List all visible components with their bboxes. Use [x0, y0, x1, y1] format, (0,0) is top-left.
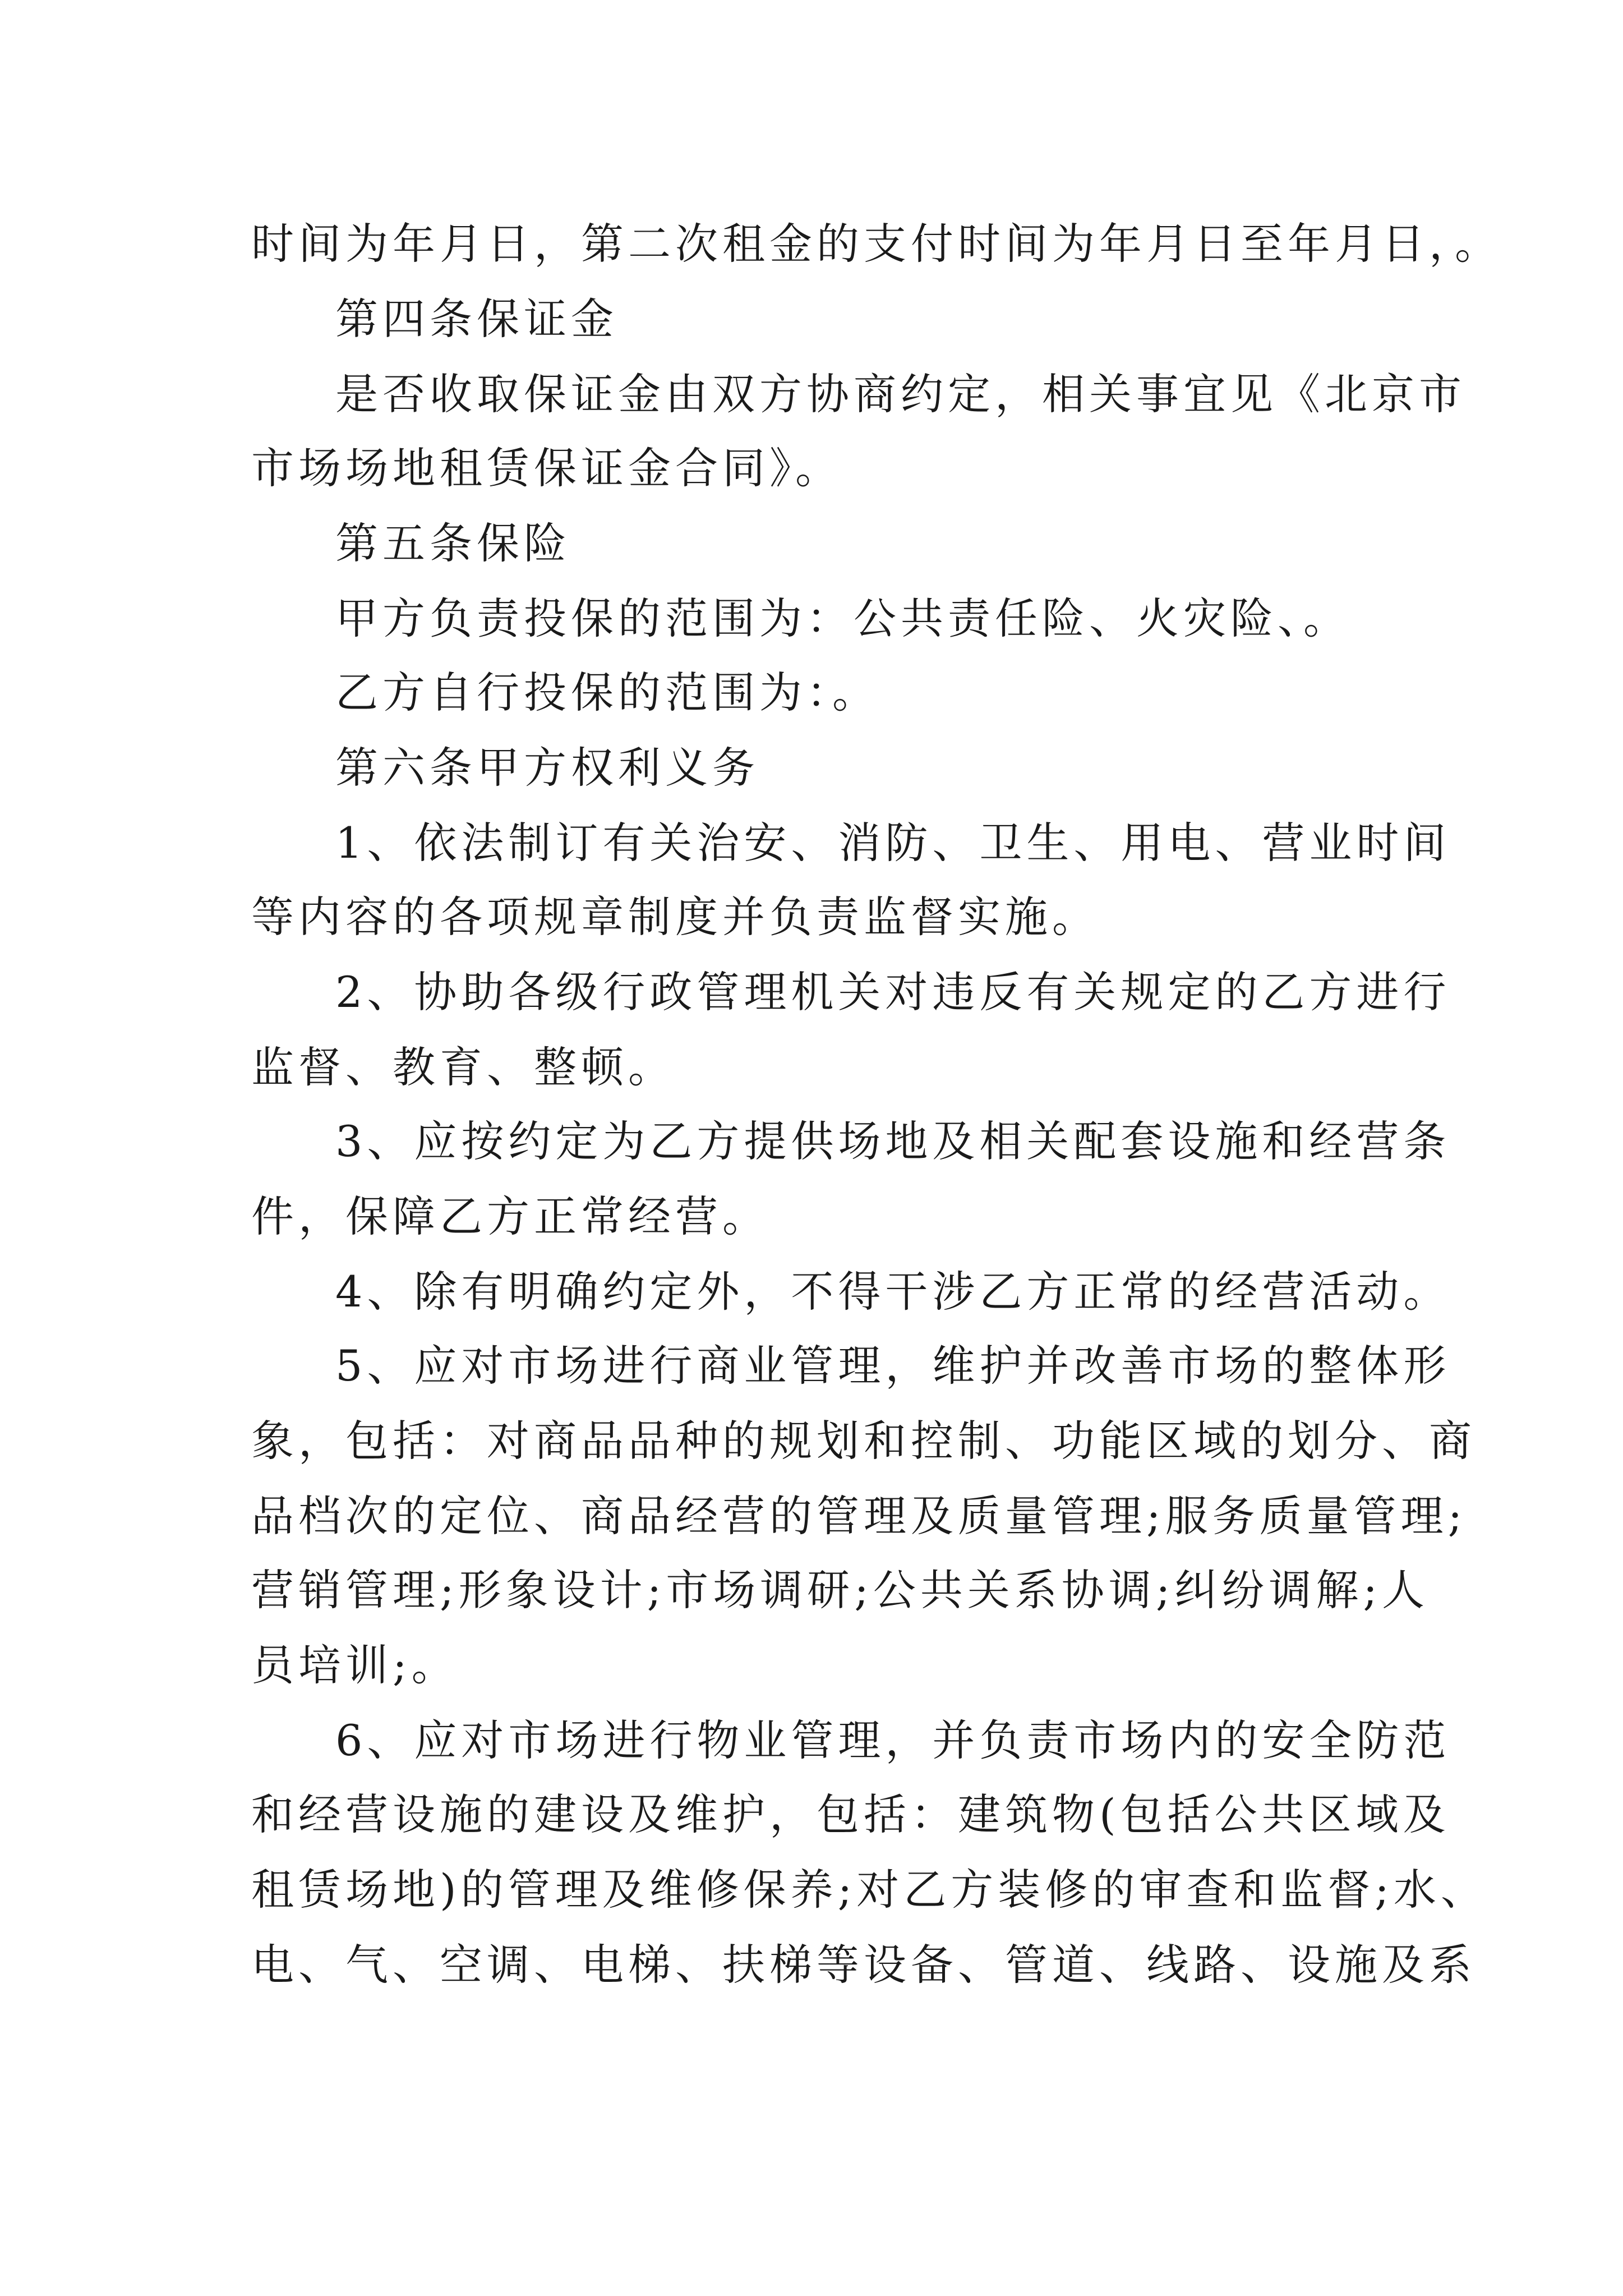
- text-line: 市场场地租赁保证金合同》。: [251, 443, 842, 493]
- text-line: 员培训;。: [251, 1640, 459, 1690]
- text-line: 6、应对市场进行物业管理，并负责市场内的安全防范: [335, 1715, 1451, 1765]
- text-line: 象，包括：对商品品种的规划和控制、功能区域的划分、商: [251, 1416, 1476, 1466]
- text-line: 等内容的各项规章制度并负责监督实施。: [251, 892, 1099, 942]
- text-line: 时间为年月日，第二次租金的支付时间为年月日至年月日，。: [251, 219, 1502, 269]
- text-line: 监督、教育、整顿。: [251, 1042, 675, 1092]
- section-heading: 第六条甲方权利义务: [335, 743, 759, 793]
- text-line: 是否收取保证金由双方协商约定，相关事宜见《北京市: [335, 369, 1466, 419]
- text-line: 品档次的定位、商品经营的管理及质量管理;服务质量管理;: [251, 1491, 1467, 1541]
- text-line: 营销管理;形象设计;市场调研;公共关系协调;纠纷调解;人: [251, 1565, 1430, 1615]
- section-heading: 第五条保险: [335, 518, 571, 568]
- text-line: 1、依法制订有关治安、消防、卫生、用电、营业时间: [335, 818, 1451, 868]
- text-line: 和经营设施的建设及维护，包括：建筑物(包括公共区域及: [251, 1789, 1450, 1839]
- text-line: 5、应对市场进行商业管理，维护并改善市场的整体形: [335, 1341, 1451, 1391]
- text-line: 3、应按约定为乙方提供场地及相关配套设施和经营条: [335, 1116, 1451, 1166]
- text-line: 租赁场地)的管理及维修保养;对乙方装修的审查和监督;水、: [251, 1865, 1488, 1915]
- text-line: 2、协助各级行政管理机关对违反有关规定的乙方进行: [335, 967, 1451, 1017]
- text-line: 乙方自行投保的范围为：。: [335, 668, 879, 717]
- text-line: 4、除有明确约定外，不得干涉乙方正常的经营活动。: [335, 1267, 1451, 1317]
- text-line: 件，保障乙方正常经营。: [251, 1191, 769, 1241]
- section-heading: 第四条保证金: [335, 294, 618, 344]
- text-line: 甲方负责投保的范围为：公共责任险、火灾险、。: [335, 593, 1350, 643]
- text-line: 电、气、空调、电梯、扶梯等设备、管道、线路、设施及系: [251, 1940, 1476, 1990]
